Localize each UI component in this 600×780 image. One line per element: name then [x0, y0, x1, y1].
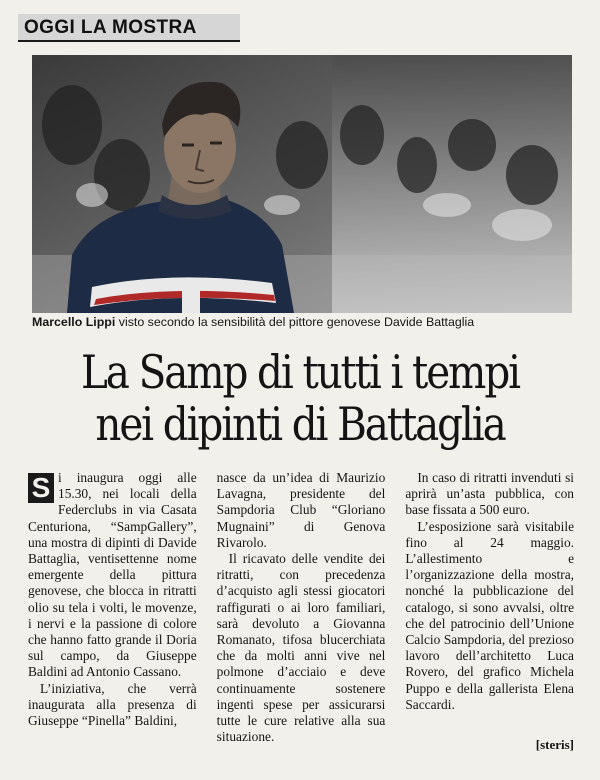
- article-body: [28, 470, 574, 745]
- headline-line-1: La Samp di tutti i tempi: [81, 345, 519, 399]
- author-signature: [steris]: [535, 737, 574, 752]
- paragraph: In caso di ritratti invenduti si aprirà un’asta pubblica, con base fissata a 500 euro.: [405, 470, 575, 518]
- paragraph: Il ricavato delle vendite dei ritratti, con precedenza d’acquisto agli stessi giocatori raffigurati o ai loro familiari, sarà devoluto a Giovanna Romanato, tifosa blucerchiata che da molti anni vive nel polmone d’acciaio e deve continuamente sostenere ingenti spese per assicurarsi tutte le cure relative alla sua situazione.: [216, 551, 386, 745]
- article-photo: [32, 55, 572, 313]
- painting-illustration: [32, 55, 572, 313]
- paragraph: L’iniziativa, che verrà inaugurata alla presenza di Giuseppe “Pinella” Baldini,: [28, 680, 197, 729]
- paragraph: [28, 470, 197, 681]
- drop-cap: S: [28, 473, 54, 503]
- section-kicker: OGGI LA MOSTRA: [24, 17, 197, 38]
- caption-text: visto secondo la sensibilità del pittore genovese Davide Battaglia: [115, 315, 475, 329]
- article-column-3: [405, 470, 574, 745]
- caption-name: Marcello Lippi: [32, 315, 116, 329]
- article-column-1: [28, 470, 197, 745]
- headline-line-2: nei dipinti di Battaglia: [95, 397, 505, 451]
- paragraph-text: i inaugura oggi alle 15.30, nei locali della Federclubs in via Casata Centuriona, “SampGallery”, una mostra di dipinti di Davide Battaglia, ventisettenne nome emergente della pittura genovese, che blocca in ritratti olio su tela i volti, le movenze, i nervi e la passione di colore che hanno fatto grande il Doria sul campo, da Giuseppe Baldini ad Antonio Cassano.: [28, 470, 197, 680]
- article-column-2: [217, 470, 386, 745]
- paragraph: L’esposizione sarà visitabile fino al 24 maggio. L’allestimento e l’organizzazione della mostra, nonché la pubblicazione del catalogo, si sono avvalsi, oltre che del patrocinio dell’Unione Calcio Sampdoria, del prezioso lavoro dell’architetto Luca Rovero, del grafico Michela Puppo e della gallerista Elena Saccardi.: [405, 518, 575, 712]
- paragraph: nasce da un’idea di Maurizio Lavagna, presidente del Sampdoria Club “Gloriano Mugnaini” di Genova Rivarolo.: [216, 470, 386, 550]
- article-headline: [54, 346, 547, 450]
- photo-caption: [32, 314, 577, 330]
